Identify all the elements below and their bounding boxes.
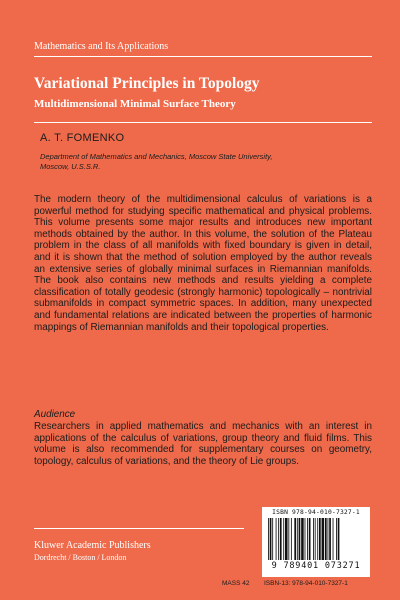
barcode-bar	[299, 518, 301, 560]
book-title: Variational Principles in Topology	[34, 75, 260, 92]
author-name: A. T. FOMENKO	[40, 132, 125, 144]
barcode-bar	[317, 518, 318, 560]
book-description: The modern theory of the multidimensional calculus of variations is a powerful method for studying specific mathematical and physical problems. This volume presents some major results and introduces new important methods obtained by the author. In this volume, the solution of the Plateau problem in the class of all manifolds with fixed boundary is given in detail, and it is shown that the method of solution employed by the author reveals an extensive series of globally minimal surfaces in Riemannian manifolds. The book also contains new methods and results yielding a complete classification of totally geodesic (strongly harmonic) topologically – nontrivial submanifolds in compact symmetric spaces. In addition, many unexpected and fundamental relations are indicated between the properties of harmonic mappings of Riemannian manifolds and their topological properties.	[34, 194, 372, 333]
barcode-bar	[325, 518, 327, 560]
mass-code: MASS 42	[222, 580, 250, 587]
barcode-bar	[268, 518, 269, 560]
barcode-bar	[288, 518, 289, 560]
barcode-label	[262, 507, 370, 577]
barcode-bar	[319, 518, 321, 560]
series-rule	[34, 56, 372, 57]
publisher-name: Kluwer Academic Publishers	[34, 540, 151, 551]
audience-text: Researchers in applied mathematics and mechanics with an interest in applications of the calculus of variations, group theory and fluid films. This volume is also recommended for supplementary courses on geometry, topology, calculus of variations, and the theory of Lie groups.	[34, 421, 372, 467]
barcode-bar	[276, 518, 277, 560]
barcode-bar	[291, 518, 292, 560]
publisher-rule	[34, 528, 244, 529]
barcode-bar	[329, 518, 331, 560]
barcode-bar	[305, 518, 306, 560]
barcode-bar	[309, 518, 311, 560]
affiliation-line-1: Department of Mathematics and Mechanics, Moscow State University,	[40, 152, 273, 161]
barcode-bar	[283, 518, 284, 560]
author-affiliation	[40, 152, 340, 172]
barcode-bar	[307, 518, 308, 560]
book-subtitle: Multidimensional Minimal Surface Theory	[34, 98, 236, 110]
barcode-bar	[270, 518, 272, 560]
barcode-bar	[315, 518, 316, 560]
barcode-bar	[333, 518, 334, 560]
barcode-bar	[297, 518, 298, 560]
barcode-bar	[278, 518, 279, 560]
barcode-bar	[328, 518, 329, 560]
barcode-bar	[313, 518, 314, 560]
series-name: Mathematics and Its Applications	[34, 41, 169, 52]
audience-heading: Audience	[34, 409, 76, 420]
barcode-icon	[266, 518, 366, 560]
barcode-bar	[322, 518, 325, 560]
barcode-bar	[294, 518, 296, 560]
barcode-bar	[285, 518, 288, 560]
barcode-bar	[336, 518, 337, 560]
barcode-bar	[301, 518, 304, 560]
title-rule	[34, 122, 372, 123]
isbn-13: ISBN-13: 978-94-010-7327-1	[264, 580, 348, 587]
barcode-digits: 9 789401 073271	[271, 561, 361, 571]
affiliation-line-2: Moscow, U.S.S.R.	[40, 162, 101, 171]
barcode-bar	[338, 518, 340, 560]
barcode-bar	[280, 518, 282, 560]
barcode-bar	[272, 518, 273, 560]
publisher-cities: Dordrecht / Boston / London	[34, 553, 127, 562]
barcode-isbn-text: ISBN 978-94-010-7327-1	[272, 509, 360, 516]
